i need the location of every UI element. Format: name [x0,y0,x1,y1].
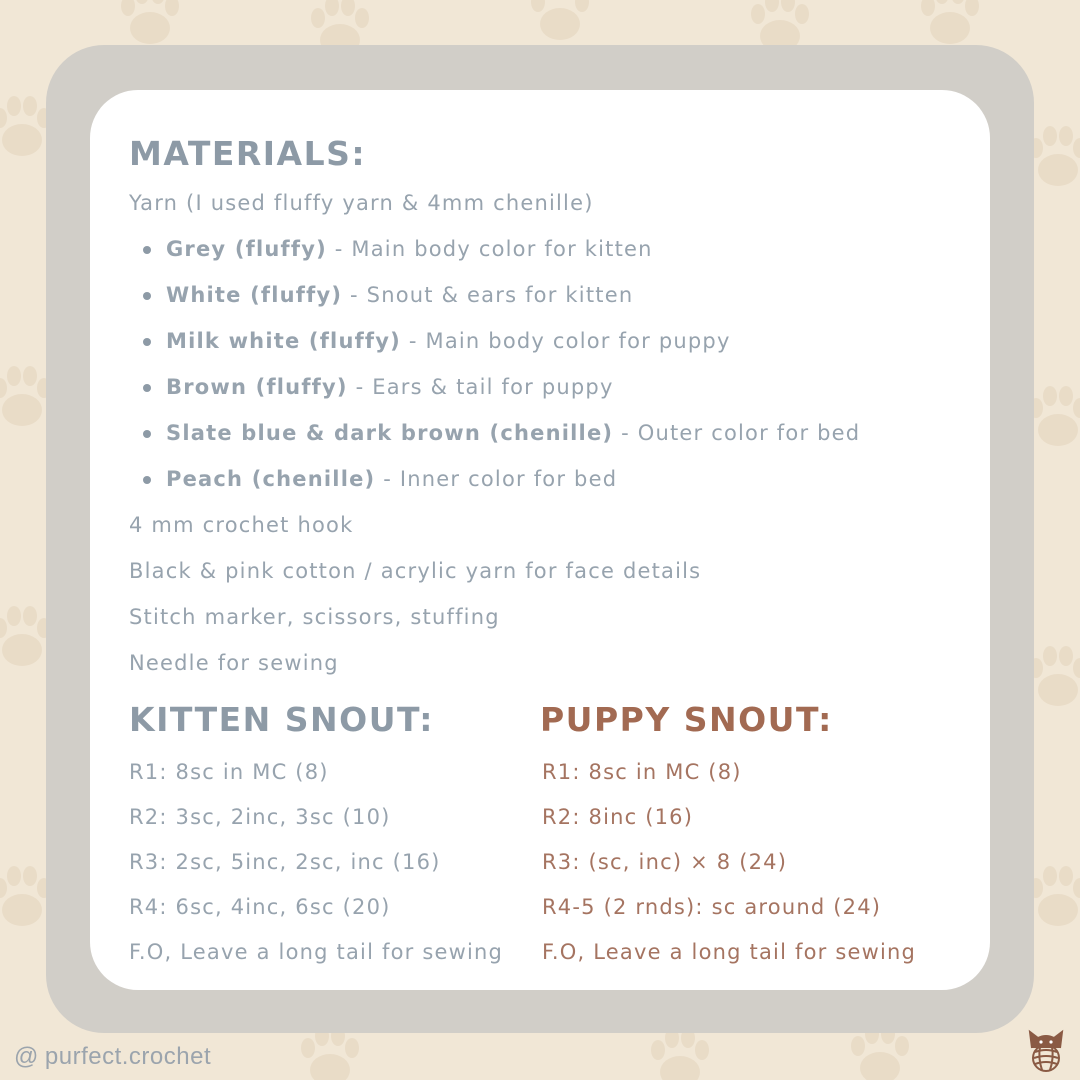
materials-title: MATERIALS: [129,134,367,173]
yarn-name: Milk white (fluffy) [166,329,401,353]
bullet-icon [143,246,151,254]
kitten-snout-title: KITTEN SNOUT: [129,700,434,739]
puppy-row: R4-5 (2 rnds): sc around (24) [542,895,882,919]
handle-text: purfect.crochet [44,1043,212,1070]
bullet-icon [143,338,151,346]
material-item: 4 mm crochet hook [129,513,354,537]
yarn-name: Grey (fluffy) [166,237,327,261]
kitten-row: R3: 2sc, 5inc, 2sc, inc (16) [129,850,441,874]
cat-yarn-logo-icon [1018,1018,1074,1074]
puppy-snout-title: PUPPY SNOUT: [540,700,833,739]
yarn-name: Peach (chenille) [166,467,376,491]
yarn-desc: - Ears & tail for puppy [347,375,614,399]
yarn-intro: Yarn (I used fluffy yarn & 4mm chenille) [129,191,594,215]
at-symbol: @ [14,1043,39,1070]
social-handle[interactable] [14,1040,211,1074]
bullet-icon [143,384,151,392]
yarn-name: Brown (fluffy) [166,375,348,399]
yarn-desc: - Main body color for puppy [400,329,731,353]
kitten-row: R4: 6sc, 4inc, 6sc (20) [129,895,391,919]
bullet-icon [143,292,151,300]
kitten-row: R2: 3sc, 2inc, 3sc (10) [129,805,391,829]
yarn-name: White (fluffy) [166,283,343,307]
yarn-desc: - Main body color for kitten [326,237,653,261]
yarn-desc: - Snout & ears for kitten [342,283,634,307]
puppy-row: R3: (sc, inc) × 8 (24) [542,850,788,874]
material-item: Stitch marker, scissors, stuffing [129,605,500,629]
puppy-row: R2: 8inc (16) [542,805,694,829]
puppy-row: F.O, Leave a long tail for sewing [542,940,917,964]
kitten-row: R1: 8sc in MC (8) [129,760,329,784]
bullet-icon [143,430,151,438]
material-item: Black & pink cotton / acrylic yarn for face details [129,559,702,583]
yarn-desc: - Outer color for bed [613,421,861,445]
yarn-desc: - Inner color for bed [375,467,618,491]
yarn-name: Slate blue & dark brown (chenille) [166,421,614,445]
material-item: Needle for sewing [129,651,339,675]
bullet-icon [143,476,151,484]
puppy-row: R1: 8sc in MC (8) [542,760,742,784]
kitten-row: F.O, Leave a long tail for sewing [129,940,504,964]
